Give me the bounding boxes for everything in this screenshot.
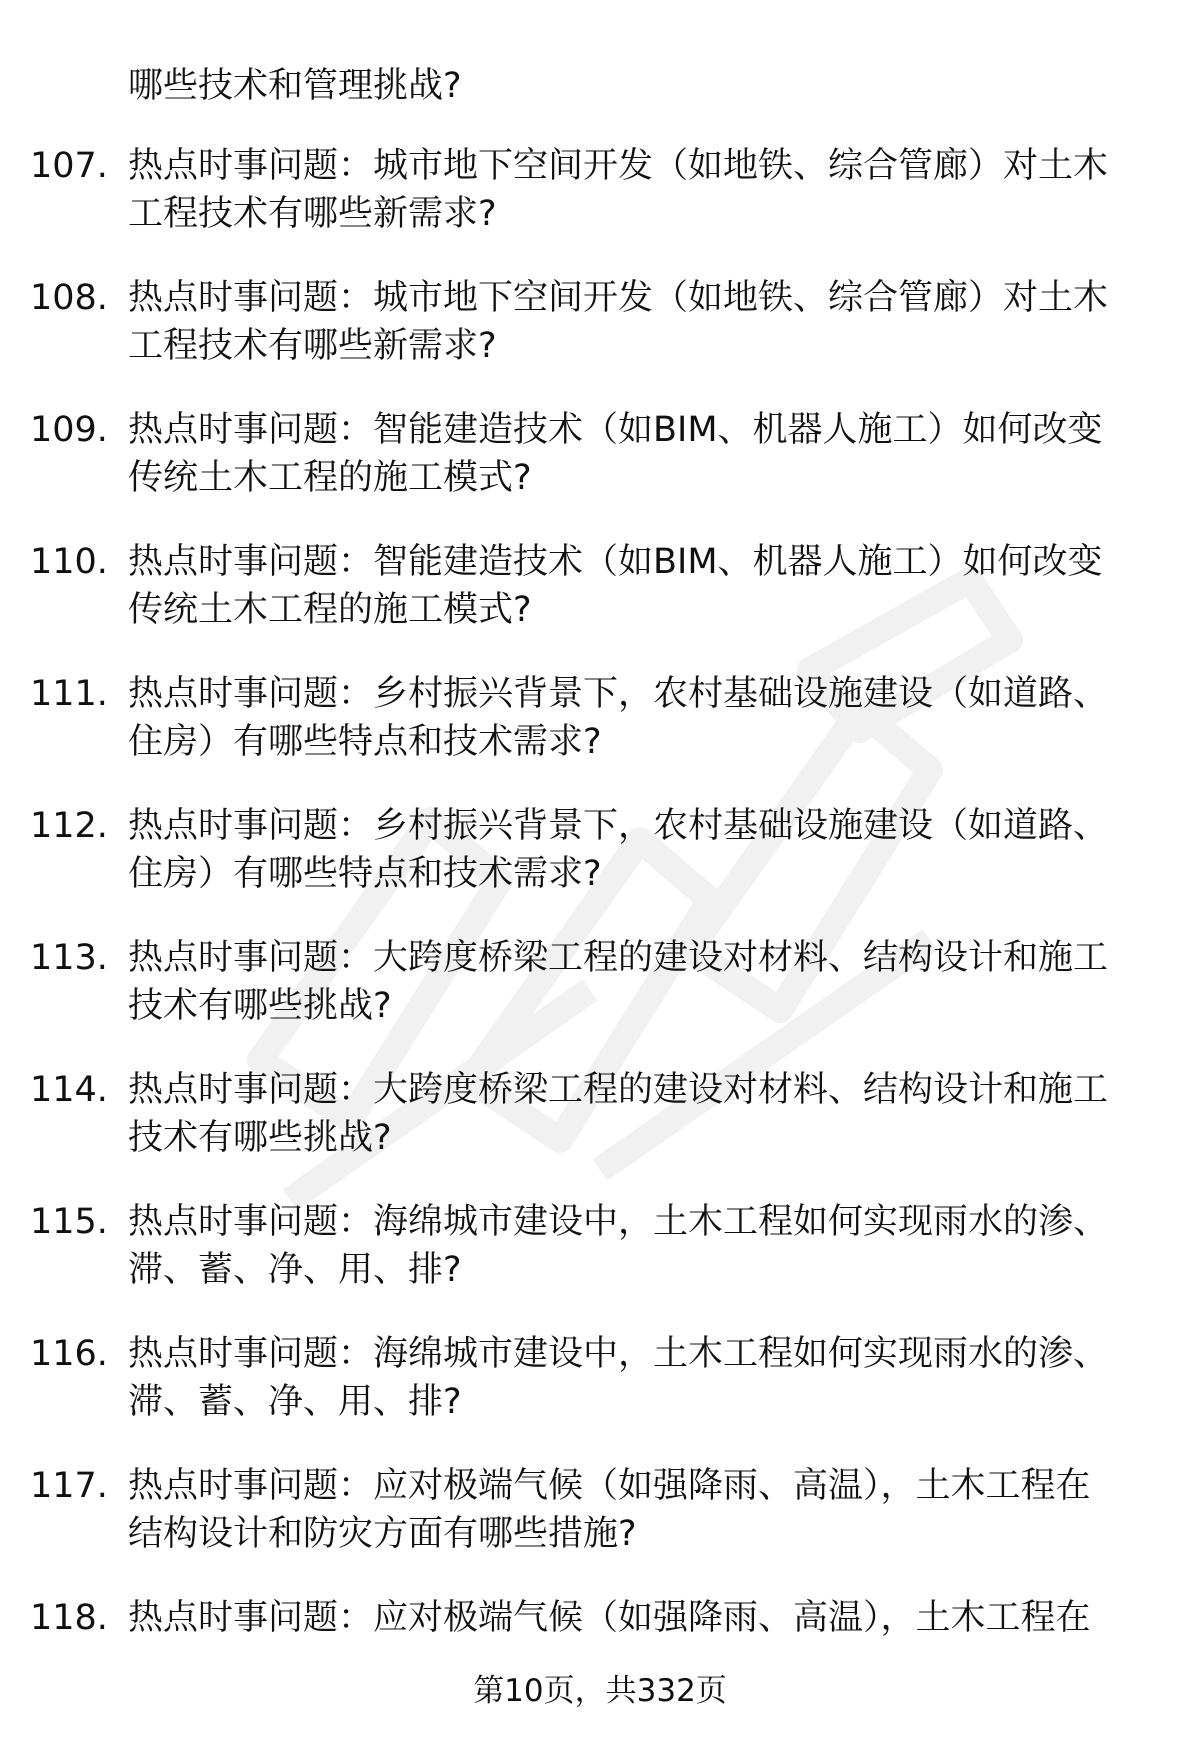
question-number: 110. — [30, 542, 108, 582]
question-text — [128, 670, 1170, 766]
question-line: 热点时事问题：海绵城市建设中，土木工程如何实现雨水的渗、 — [128, 1202, 1109, 1242]
question-line: 工程技术有哪些新需求? — [128, 194, 497, 234]
continuation-text: 哪些技术和管理挑战? — [128, 66, 462, 106]
question-line: 热点时事问题：海绵城市建设中，土木工程如何实现雨水的渗、 — [128, 1334, 1109, 1374]
question-line: 热点时事问题：大跨度桥梁工程的建设对材料、结构设计和施工 — [128, 1070, 1109, 1110]
page-footer: 第10页，共332页 — [473, 1673, 727, 1709]
question-number: 117. — [30, 1466, 108, 1506]
question-line: 热点时事问题：智能建造技术（如BIM、机器人施工）如何改变 — [128, 410, 1103, 450]
question-line: 传统土木工程的施工模式? — [128, 458, 532, 498]
question-number: 111. — [30, 674, 108, 714]
question-line: 传统土木工程的施工模式? — [128, 590, 532, 630]
question-number: 112. — [30, 806, 108, 846]
question-line: 热点时事问题：应对极端气候（如强降雨、高温），土木工程在 — [128, 1466, 1091, 1506]
question-list — [30, 142, 1170, 1726]
question-number: 114. — [30, 1070, 108, 1110]
question-number: 113. — [30, 938, 108, 978]
question-text — [128, 934, 1170, 1030]
question-line: 热点时事问题：城市地下空间开发（如地铁、综合管廊）对土木 — [128, 146, 1109, 186]
question-text — [128, 1066, 1170, 1162]
question-number: 118. — [30, 1598, 108, 1638]
question-item — [30, 142, 1170, 274]
question-text — [128, 406, 1170, 502]
question-item — [30, 538, 1170, 670]
question-line: 热点时事问题：城市地下空间开发（如地铁、综合管廊）对土木 — [128, 278, 1109, 318]
question-line: 热点时事问题：乡村振兴背景下，农村基础设施建设（如道路、 — [128, 806, 1109, 846]
question-item — [30, 1198, 1170, 1330]
question-text — [128, 1462, 1170, 1558]
question-number: 115. — [30, 1202, 108, 1242]
question-line: 住房）有哪些特点和技术需求? — [128, 722, 602, 762]
question-number: 107. — [30, 146, 108, 186]
question-text — [128, 142, 1170, 238]
question-text — [128, 274, 1170, 370]
question-text — [128, 538, 1170, 634]
question-number: 108. — [30, 278, 108, 318]
question-item — [30, 274, 1170, 406]
question-line: 热点时事问题：乡村振兴背景下，农村基础设施建设（如道路、 — [128, 674, 1109, 714]
question-line: 滞、蓄、净、用、排? — [128, 1382, 462, 1422]
question-item — [30, 802, 1170, 934]
question-item — [30, 406, 1170, 538]
question-item — [30, 670, 1170, 802]
question-text — [128, 1330, 1170, 1426]
question-item — [30, 1066, 1170, 1198]
question-item — [30, 934, 1170, 1066]
question-line: 热点时事问题：大跨度桥梁工程的建设对材料、结构设计和施工 — [128, 938, 1109, 978]
question-line: 滞、蓄、净、用、排? — [128, 1250, 462, 1290]
question-line: 技术有哪些挑战? — [128, 986, 392, 1026]
question-line: 结构设计和防灾方面有哪些措施? — [128, 1514, 637, 1554]
question-line: 热点时事问题：应对极端气候（如强降雨、高温），土木工程在 — [128, 1598, 1091, 1638]
question-item — [30, 1462, 1170, 1594]
question-line: 工程技术有哪些新需求? — [128, 326, 497, 366]
question-number: 116. — [30, 1334, 108, 1374]
question-line: 热点时事问题：智能建造技术（如BIM、机器人施工）如何改变 — [128, 542, 1103, 582]
question-text — [128, 1198, 1170, 1294]
question-text — [128, 802, 1170, 898]
question-number: 109. — [30, 410, 108, 450]
question-item — [30, 1330, 1170, 1462]
question-line: 技术有哪些挑战? — [128, 1118, 392, 1158]
question-line: 住房）有哪些特点和技术需求? — [128, 854, 602, 894]
question-text — [128, 1594, 1170, 1642]
